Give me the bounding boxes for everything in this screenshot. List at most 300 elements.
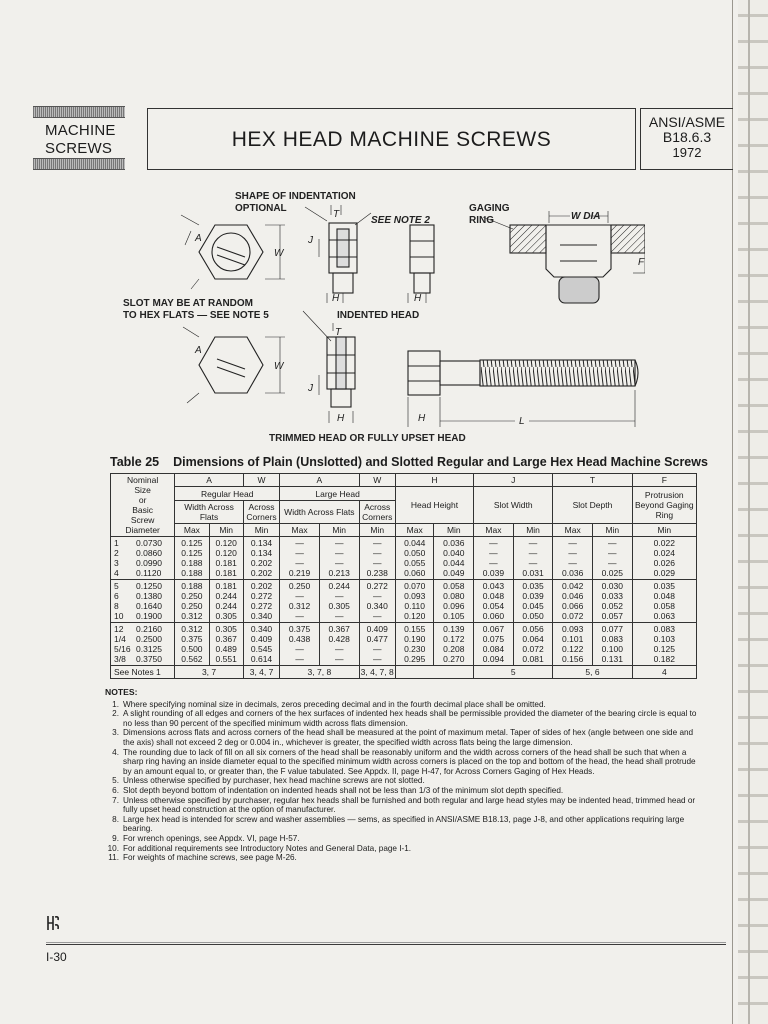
cell-value: 0.375 xyxy=(288,624,311,634)
table-cell xyxy=(243,580,279,623)
header-reg-flats: Width Across Flats xyxy=(175,501,244,524)
cell-value: — xyxy=(372,591,382,601)
note-number: 2. xyxy=(112,709,119,719)
nominal-size: 10 xyxy=(114,611,124,621)
cell-value: — xyxy=(608,538,617,548)
cell-value: 0.081 xyxy=(522,654,544,664)
side-view-shank xyxy=(333,273,353,293)
cell-value: — xyxy=(334,558,344,568)
see-notes-reg-corners: 3, 4, 7 xyxy=(243,666,279,679)
caption-slot-random: SLOT MAY BE AT RANDOM xyxy=(123,298,254,309)
cell-value: 0.060 xyxy=(404,568,426,578)
cell-value: 0.340 xyxy=(250,624,273,634)
table-cell xyxy=(359,580,395,623)
cell-value: 0.182 xyxy=(653,654,675,664)
cell-value: — xyxy=(568,548,577,558)
see-notes-protrusion: 4 xyxy=(632,666,696,679)
caption-w-dia: W DIA xyxy=(571,211,601,222)
cell-value: — xyxy=(334,654,344,664)
see-notes-head-height xyxy=(395,666,473,679)
table-cell xyxy=(175,580,209,623)
cell-value: 0.489 xyxy=(215,644,237,654)
cell-value: 0.120 xyxy=(215,538,237,548)
cell-value: 0.375 xyxy=(181,634,203,644)
table-cell xyxy=(592,537,632,580)
cell-value: 0.230 xyxy=(404,644,426,654)
cell-value: — xyxy=(528,548,538,558)
cell-value: 0.477 xyxy=(366,634,388,644)
table-cell xyxy=(434,580,474,623)
note-number: 3. xyxy=(112,728,119,738)
cell-value: — xyxy=(608,558,617,568)
cell-value: 0.139 xyxy=(443,624,465,634)
header-min: Min xyxy=(632,524,696,537)
section-label-line1: MACHINE xyxy=(45,122,116,139)
cell-value: 0.083 xyxy=(601,634,623,644)
side-view-unslotted xyxy=(410,225,434,273)
cell-value: — xyxy=(372,548,382,558)
table-cell xyxy=(280,537,320,580)
header-nominal: Nominal Size or Basic Screw Diameter xyxy=(111,474,175,537)
note-item xyxy=(105,709,697,728)
header-min: Min xyxy=(319,524,359,537)
nominal-size: 3 xyxy=(114,558,119,568)
cell-value: — xyxy=(295,654,304,664)
cell-value: 0.244 xyxy=(215,591,237,601)
page-title: HEX HEAD MACHINE SCREWS xyxy=(231,128,552,151)
table-cell xyxy=(632,580,696,623)
cell-value: 0.272 xyxy=(366,581,388,591)
cell-value: — xyxy=(295,591,304,601)
dim-letter-a: A xyxy=(195,233,202,244)
standard-year: 1972 xyxy=(672,145,702,160)
table-cell xyxy=(319,537,359,580)
header-f: F xyxy=(632,474,696,487)
cell-value: 0.049 xyxy=(443,568,465,578)
cell-value: 0.101 xyxy=(562,634,584,644)
cell-value: 0.033 xyxy=(601,591,623,601)
see-notes-label: See Notes 1 xyxy=(111,666,175,679)
cell-value: — xyxy=(568,558,577,568)
cell-value: 0.188 xyxy=(181,568,203,578)
see-notes-lg-flats: 3, 7, 8 xyxy=(280,666,359,679)
dim-letter-h-2: H xyxy=(414,293,422,304)
table-cell xyxy=(395,580,434,623)
header-j: J xyxy=(474,474,553,487)
cell-value: 0.031 xyxy=(522,568,544,578)
cell-value: 0.057 xyxy=(601,611,623,621)
cell-value: 0.042 xyxy=(562,581,584,591)
cell-value: 0.551 xyxy=(215,654,237,664)
note-number: 6. xyxy=(112,785,119,795)
cell-value: 0.110 xyxy=(404,601,426,611)
cell-value: 0.050 xyxy=(404,548,426,558)
note-item xyxy=(105,834,697,844)
cell-value: 0.103 xyxy=(653,634,675,644)
binder-edge xyxy=(738,0,768,1024)
note-text: Unless otherwise specified by purchaser, hex head machine screws are not slotted. xyxy=(123,776,425,786)
nominal-size: 3/8 xyxy=(114,654,126,664)
section-tab-bar-bottom xyxy=(33,158,125,170)
cell-value: 0.084 xyxy=(482,644,505,654)
see-notes-lg-corners: 3, 4, 7, 8 xyxy=(360,667,394,677)
header-max: Max xyxy=(280,524,320,537)
cell-value: 0.122 xyxy=(562,644,584,654)
cell-value: 0.562 xyxy=(181,654,203,664)
cell-value: 0.048 xyxy=(653,591,675,601)
dim-letter-a-2: A xyxy=(195,345,202,356)
cell-value: — xyxy=(334,611,344,621)
table-cell xyxy=(175,623,209,666)
table-number: Table 25 xyxy=(110,455,160,469)
cell-value: — xyxy=(608,548,617,558)
cell-value: 0.077 xyxy=(601,624,623,634)
cell-value: 0.545 xyxy=(250,644,273,654)
header-max: Max xyxy=(474,524,514,537)
table-cell xyxy=(243,623,279,666)
cell-value: 0.181 xyxy=(215,581,237,591)
drawing-svg xyxy=(105,185,645,447)
header-w2: W xyxy=(359,474,395,487)
header-lg-corners: Across Corners xyxy=(359,501,395,524)
cell-value: 0.188 xyxy=(181,581,203,591)
dim-letter-j: J xyxy=(308,235,313,246)
header-slot-width: Slot Width xyxy=(474,487,553,524)
nominal-size: 12 xyxy=(114,624,124,634)
cell-value: — xyxy=(568,538,577,548)
see-notes-slot-depth: 5, 6 xyxy=(553,666,632,679)
cell-value: 0.039 xyxy=(522,591,544,601)
cell-value: 0.614 xyxy=(250,654,273,664)
note-item xyxy=(105,796,697,815)
cell-value: — xyxy=(334,548,344,558)
dim-letter-h: H xyxy=(332,293,340,304)
cell-value: 0.044 xyxy=(443,558,465,568)
cell-value: 0.055 xyxy=(404,558,426,568)
cell-value: 0.056 xyxy=(522,624,544,634)
nominal-size-cell xyxy=(111,580,175,623)
cell-value: 0.022 xyxy=(653,538,675,548)
cell-value: 0.125 xyxy=(181,538,203,548)
cell-value: 0.305 xyxy=(215,611,237,621)
table-cell xyxy=(209,580,243,623)
cell-value: 0.312 xyxy=(288,601,311,611)
note-item xyxy=(105,786,697,796)
cell-value: 0.026 xyxy=(653,558,675,568)
cell-value: 0.048 xyxy=(482,591,505,601)
dim-letter-f: F xyxy=(638,257,645,268)
cell-value: 0.066 xyxy=(562,601,584,611)
section-tab xyxy=(33,106,125,170)
cell-value: 0.238 xyxy=(366,568,388,578)
slot-line xyxy=(217,255,245,265)
caption-ring: RING xyxy=(469,215,494,226)
cell-value: 0.244 xyxy=(328,581,350,591)
table-caption: Dimensions of Plain (Unslotted) and Slotted Regular and Large Hex Head Machine Screws xyxy=(173,455,708,469)
header-max: Max xyxy=(175,524,209,537)
header-large-head: Large Head xyxy=(280,487,396,501)
nominal-size-cell xyxy=(111,623,175,666)
footer-rule-light xyxy=(46,942,726,943)
basic-diameter: 0.1250 xyxy=(136,581,162,591)
cell-value: 0.075 xyxy=(482,634,505,644)
cell-value: 0.250 xyxy=(288,581,311,591)
caption-see-note-2: SEE NOTE 2 xyxy=(371,215,430,226)
standard-number: B18.6.3 xyxy=(662,129,712,145)
notes-list xyxy=(105,700,697,863)
cell-value: 0.080 xyxy=(443,591,465,601)
cell-value: 0.064 xyxy=(522,634,544,644)
cell-value: 0.202 xyxy=(250,558,273,568)
slot-line xyxy=(217,247,245,257)
table-cell xyxy=(474,580,514,623)
cell-value: 0.438 xyxy=(288,634,311,644)
section-tab-bar-top xyxy=(33,106,125,118)
cell-value: 0.093 xyxy=(404,591,426,601)
cell-value: 0.181 xyxy=(215,558,237,568)
basic-diameter: 0.3750 xyxy=(136,654,162,664)
header-t: T xyxy=(553,474,632,487)
table-cell xyxy=(434,623,474,666)
note-item xyxy=(105,844,697,854)
cell-value: 0.188 xyxy=(181,558,203,568)
cell-value: 0.120 xyxy=(404,611,426,621)
header-h: H xyxy=(395,474,473,487)
note-number: 8. xyxy=(112,814,119,824)
note-item xyxy=(105,853,697,863)
note-text: For wrench openings, see Appdx. VI, page H-57. xyxy=(123,833,300,843)
note-text: Unless otherwise specified by purchaser, regular hex heads shall be furnished and both regular and large head styles may be indented head, trimmed head or fully upset head construction at the option of manufacturer. xyxy=(123,795,696,815)
basic-diameter: 0.0990 xyxy=(136,558,162,568)
cell-value: 0.312 xyxy=(181,611,203,621)
basic-diameter: 0.1640 xyxy=(136,601,162,611)
basic-diameter: 0.1120 xyxy=(136,568,162,578)
nominal-size: 4 xyxy=(114,568,119,578)
cell-value: 0.131 xyxy=(601,654,623,664)
table-cell xyxy=(513,580,553,623)
note-text: Where specifying nominal size in decimals, zeros preceding decimal and in the fourth decimal place shall be omitted. xyxy=(123,699,546,709)
cell-value: 0.094 xyxy=(482,654,505,664)
table-cell xyxy=(280,580,320,623)
table-cell xyxy=(175,537,209,580)
cell-value: 0.039 xyxy=(482,568,505,578)
header-min: Min xyxy=(209,524,243,537)
screw-shank xyxy=(440,361,480,385)
cell-value: — xyxy=(372,611,382,621)
cell-value: 0.045 xyxy=(522,601,544,611)
table-cell xyxy=(319,623,359,666)
cell-value: 0.367 xyxy=(328,624,350,634)
header-min: Min xyxy=(243,524,279,537)
cell-value: 0.202 xyxy=(250,568,273,578)
table-title xyxy=(110,455,708,469)
note-text: For weights of machine screws, see page M-26. xyxy=(123,853,297,863)
cell-value: — xyxy=(489,558,498,568)
caption-indented-head: INDENTED HEAD xyxy=(337,310,420,321)
cell-value: 0.083 xyxy=(653,624,675,634)
cell-value: 0.312 xyxy=(181,624,203,634)
header-max: Max xyxy=(553,524,593,537)
cell-value: 0.072 xyxy=(522,644,544,654)
table-row-group xyxy=(111,580,697,623)
note-text: Large hex head is intended for screw and washer assemblies — sems, as specified in ANSI/ASME B18.13, page J-8, and other applications requiring large bearing. xyxy=(123,814,685,834)
header-protrusion: Protrusion Beyond Gaging Ring xyxy=(632,487,696,524)
see-notes-slot-width: 5 xyxy=(474,666,553,679)
cell-value: 0.072 xyxy=(562,611,584,621)
note-text: For additional requirements see Introductory Notes and General Data, page I-1. xyxy=(123,843,412,853)
section-label xyxy=(45,122,116,158)
cell-value: 0.172 xyxy=(443,634,465,644)
cell-value: — xyxy=(295,611,304,621)
cell-value: 0.060 xyxy=(482,611,505,621)
cell-value: — xyxy=(295,548,304,558)
publisher-logo-icon xyxy=(46,914,60,932)
cell-value: 0.367 xyxy=(215,634,237,644)
header-slot-depth: Slot Depth xyxy=(553,487,632,524)
table-cell xyxy=(359,537,395,580)
gaged-shank xyxy=(559,277,599,303)
cell-value: — xyxy=(295,644,304,654)
nominal-size: 1/4 xyxy=(114,634,126,644)
note-item xyxy=(105,815,697,834)
cell-value: 0.063 xyxy=(653,611,675,621)
note-item xyxy=(105,748,697,777)
header-a: A xyxy=(175,474,244,487)
table-cell xyxy=(513,537,553,580)
cell-value: 0.120 xyxy=(215,548,237,558)
nominal-size: 1 xyxy=(114,538,119,548)
cell-value: — xyxy=(334,538,344,548)
notes-heading: NOTES: xyxy=(105,687,138,697)
cell-value: 0.070 xyxy=(404,581,426,591)
header-w: W xyxy=(243,474,279,487)
header-lg-flats: Width Across Flats xyxy=(280,501,359,524)
cell-value: 0.134 xyxy=(250,538,273,548)
notes-section xyxy=(105,688,697,863)
cell-value: 0.096 xyxy=(443,601,465,611)
table-cell xyxy=(553,537,593,580)
cell-value: 0.036 xyxy=(562,568,584,578)
cell-value: 0.190 xyxy=(404,634,426,644)
note-item xyxy=(105,728,697,747)
note-item xyxy=(105,700,697,710)
standard-box xyxy=(640,108,733,170)
note-item xyxy=(105,776,697,786)
dim-letter-t: T xyxy=(333,209,340,220)
dim-letter-l: L xyxy=(519,416,525,427)
cell-value: 0.181 xyxy=(215,568,237,578)
table-cell xyxy=(280,623,320,666)
table-row-group xyxy=(111,537,697,580)
cell-value: 0.058 xyxy=(653,601,675,611)
cell-value: — xyxy=(489,538,498,548)
note-text: A slight rounding of all edges and corners of the hex surfaces of indented hex heads shall be permissible provided the diameter of the bearing circle is equal to no less than 90 percent of the specified minimum width across flats dimension. xyxy=(123,709,697,728)
header-min: Min xyxy=(434,524,474,537)
cell-value: 0.093 xyxy=(562,624,584,634)
cell-value: 0.340 xyxy=(366,601,388,611)
gaging-ring-left xyxy=(510,225,546,253)
cell-value: — xyxy=(334,644,344,654)
cell-value: 0.155 xyxy=(404,624,426,634)
cell-value: — xyxy=(528,538,538,548)
header-head-height: Head Height xyxy=(395,487,473,524)
note-number: 10. xyxy=(107,843,119,853)
cell-value: — xyxy=(295,558,304,568)
cell-value: — xyxy=(489,548,498,558)
cell-value: 0.272 xyxy=(250,601,273,611)
table-cell xyxy=(395,537,434,580)
cell-value: — xyxy=(528,558,538,568)
basic-diameter: 0.2160 xyxy=(136,624,162,634)
cell-value: 0.025 xyxy=(601,568,623,578)
cell-value: 0.156 xyxy=(562,654,584,664)
header-a2: A xyxy=(280,474,359,487)
table-cell xyxy=(359,623,395,666)
table-cell xyxy=(632,623,696,666)
cell-value: 0.134 xyxy=(250,548,273,558)
hex-head-top-view-trimmed xyxy=(199,337,263,393)
cell-value: 0.067 xyxy=(482,624,505,634)
nominal-size: 5/16 xyxy=(114,644,131,654)
note-number: 4. xyxy=(112,747,119,757)
table-cell xyxy=(592,623,632,666)
cell-value: 0.250 xyxy=(181,591,203,601)
table-cell xyxy=(513,623,553,666)
cell-value: 0.305 xyxy=(328,601,350,611)
note-number: 9. xyxy=(112,833,119,843)
section-label-line2: SCREWS xyxy=(45,140,113,157)
cell-value: 0.125 xyxy=(653,644,675,654)
caption-optional: OPTIONAL xyxy=(235,203,287,214)
cell-value: — xyxy=(372,538,382,548)
nominal-size: 6 xyxy=(114,591,119,601)
screw-head-profile xyxy=(408,351,440,395)
table-cell xyxy=(209,537,243,580)
dim-letter-w: W xyxy=(274,248,284,259)
caption-shape-indentation: SHAPE OF INDENTATION xyxy=(235,191,356,202)
cell-value: 0.208 xyxy=(443,644,465,654)
header-max: Max xyxy=(395,524,434,537)
cell-value: 0.409 xyxy=(250,634,273,644)
cell-value: 0.305 xyxy=(215,624,237,634)
table-cell xyxy=(395,623,434,666)
cell-value: 0.058 xyxy=(443,581,465,591)
cell-value: 0.050 xyxy=(522,611,544,621)
cell-value: 0.105 xyxy=(443,611,465,621)
cell-value: 0.500 xyxy=(181,644,203,654)
cell-value: 0.030 xyxy=(601,581,623,591)
note-number: 11. xyxy=(108,853,119,863)
page-number: I-30 xyxy=(46,950,67,964)
basic-diameter: 0.1380 xyxy=(136,591,162,601)
basic-diameter: 0.1900 xyxy=(136,611,162,621)
cell-value: 0.409 xyxy=(366,624,388,634)
cell-value: — xyxy=(372,644,382,654)
basic-diameter: 0.0860 xyxy=(136,548,162,558)
footer-rule xyxy=(46,944,726,945)
header-min: Min xyxy=(592,524,632,537)
note-text: Slot depth beyond bottom of indentation on indented heads shall not be less than 1/3 of the minimum slot depth specified. xyxy=(123,785,564,795)
technical-drawing xyxy=(105,185,645,452)
cell-value: 0.024 xyxy=(653,548,675,558)
note-number: 7. xyxy=(112,795,119,805)
basic-diameter: 0.2500 xyxy=(136,634,162,644)
table-cell xyxy=(632,537,696,580)
table-cell xyxy=(553,623,593,666)
dim-letter-w-2: W xyxy=(274,361,284,372)
cell-value: 0.035 xyxy=(653,581,675,591)
caption-trimmed-head: TRIMMED HEAD OR FULLY UPSET HEAD xyxy=(269,433,466,444)
